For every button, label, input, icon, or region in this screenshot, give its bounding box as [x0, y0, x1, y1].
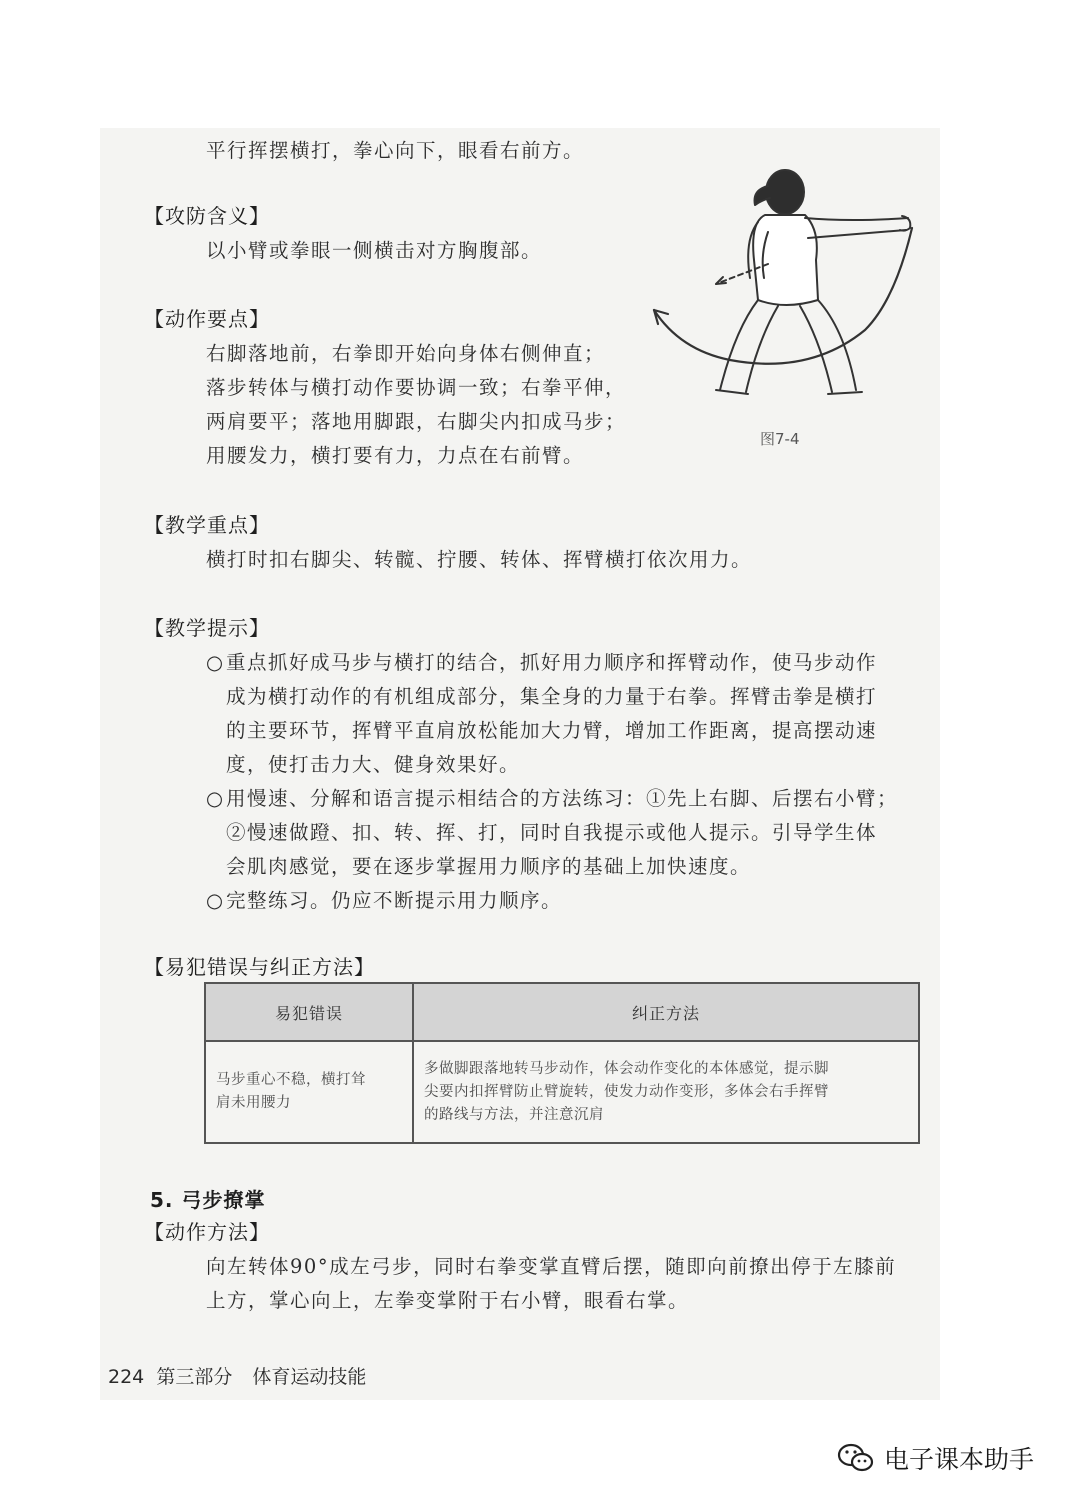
page-number: 224	[108, 1366, 145, 1388]
text-line: 肩未用腰力	[216, 1095, 291, 1111]
heading-jiaoxue-tishi: 【教学提示】	[144, 616, 270, 640]
figure-caption: 图7-4	[760, 430, 800, 448]
wechat-icon	[836, 1441, 876, 1475]
table-cell-fix	[413, 1041, 919, 1143]
watermark-text: 电子课本助手	[884, 1445, 1035, 1474]
jiaoxue-zhongdian-text: 横打时扣右脚尖、转髋、拧腰、转体、挥臂横打依次用力。	[206, 548, 753, 571]
page-footer	[108, 1362, 366, 1389]
text-line: 两肩要平；落地用脚跟，右脚尖内扣成马步；	[206, 410, 627, 433]
text-line: 的主要环节，挥臂平直肩放松能加大力臂，增加工作距离，提高摆动速	[226, 719, 878, 742]
text-line: 右脚落地前，右拳即开始向身体右侧伸直；	[206, 342, 606, 365]
bullet-circle-icon: ○	[206, 889, 225, 912]
table-header-row	[205, 983, 919, 1041]
text-line: 的路线与方法，并注意沉肩	[424, 1106, 604, 1123]
list-item	[206, 884, 898, 918]
heading-jiaoxue-zhongdian: 【教学重点】	[144, 513, 270, 537]
dongzuo-yaodian-text	[206, 337, 626, 473]
heading-gongfang: 【攻防含义】	[144, 204, 270, 228]
bullet-circle-icon: ○	[206, 651, 225, 674]
text-line: 向左转体90°成左弓步，同时右拳变掌直臂后摆，随即向前撩出停于左膝前	[206, 1255, 897, 1278]
text-line: 会肌肉感觉，要在逐步掌握用力顺序的基础上加快速度。	[226, 855, 752, 878]
text-line: 马步重心不稳，横打耸	[216, 1072, 366, 1088]
footer-title: 体育运动技能	[252, 1366, 367, 1388]
gongfang-text: 以小臂或拳眼一侧横击对方胸腹部。	[206, 239, 543, 262]
table-cell-error	[205, 1041, 413, 1143]
text-line: 成为横打动作的有机组成部分，集全身的力量于右拳。挥臂击拳是横打	[226, 685, 878, 708]
text-line: 度，使打击力大、健身效果好。	[226, 753, 521, 776]
text-line: 用腰发力，横打要有力，力点在右前臂。	[206, 444, 585, 467]
jiaoxue-tishi-list	[206, 646, 898, 918]
intro-line: 平行挥摆横打，拳心向下，眼看右前方。	[206, 139, 585, 162]
text-line: 尖要内扣挥臂防止臂旋转，使发力动作变形，多体会右手挥臂	[424, 1083, 829, 1100]
table-header-error: 易犯错误	[205, 983, 413, 1041]
text-line: 上方，掌心向上，左拳变掌附于右小臂，眼看右掌。	[206, 1289, 690, 1312]
list-item	[206, 646, 898, 680]
heading-dongzuo-fangfa: 【动作方法】	[144, 1220, 270, 1244]
heading-yifan-cuowu: 【易犯错误与纠正方法】	[144, 955, 375, 979]
table-row	[205, 1041, 919, 1143]
bullet-circle-icon: ○	[206, 787, 225, 810]
text-line: 完整练习。仍应不断提示用力顺序。	[226, 889, 563, 912]
text-line: 用慢速、分解和语言提示相结合的方法练习：①先上右脚、后摆右小臂；	[226, 787, 899, 810]
section-title-gongbu: 5. 弓步撩掌	[150, 1188, 266, 1212]
text-line: 落步转体与横打动作要协调一致；右拳平伸，	[206, 376, 627, 399]
figure-illustration	[640, 160, 930, 420]
list-item	[206, 782, 898, 816]
text-line: ②慢速做蹬、扣、转、挥、打，同时自我提示或他人提示。引导学生体	[226, 821, 878, 844]
gongbu-text	[206, 1250, 896, 1318]
heading-dongzuo-yaodian: 【动作要点】	[144, 307, 270, 331]
footer-part: 第三部分	[156, 1366, 233, 1388]
watermark	[836, 1440, 1034, 1476]
text-line: 重点抓好成马步与横打的结合，抓好用力顺序和挥臂动作，使马步动作	[226, 651, 878, 674]
text-line: 多做脚跟落地转马步动作，体会动作变化的本体感觉，提示脚	[424, 1060, 829, 1077]
error-correction-table	[204, 982, 920, 1144]
table-header-fix: 纠正方法	[413, 983, 919, 1041]
